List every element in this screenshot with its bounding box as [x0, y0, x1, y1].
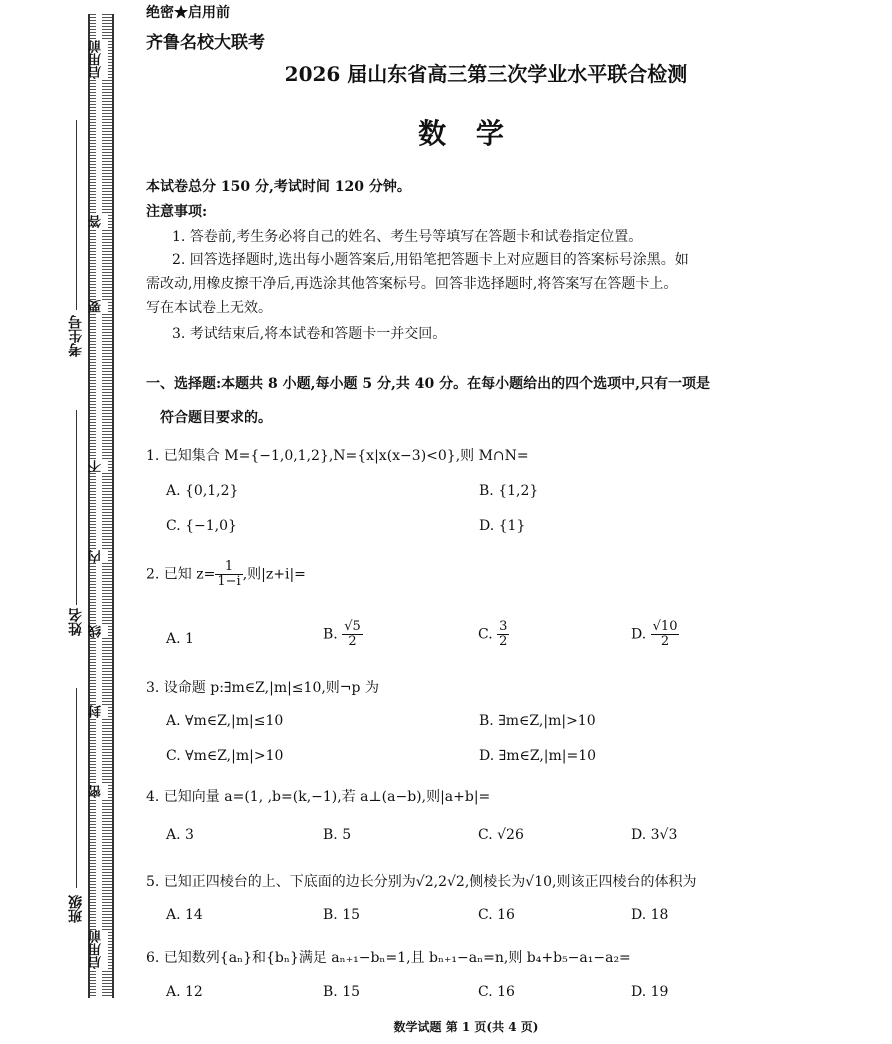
- question-2-option-a: A. 1: [166, 631, 194, 647]
- seal-border-inner: [96, 14, 102, 998]
- question-4-option-b: B. 5: [323, 827, 352, 843]
- seal-word-6: 封: [90, 705, 108, 718]
- question-5-option-d: D. 18: [631, 907, 669, 923]
- subject-title: 数 学: [418, 117, 514, 150]
- question-2-option-d-fraction: [651, 620, 680, 649]
- question-2-stem: [146, 560, 306, 589]
- xingming-label: 姓名: [68, 608, 84, 636]
- notes-total: 本试卷总分 150 分,考试时间 120 分钟。: [146, 179, 411, 195]
- notes-item-2-line-3: 写在本试卷上无效。: [146, 300, 272, 316]
- question-4-option-c: C. √26: [478, 827, 524, 843]
- question-2-option-c-den: 2: [499, 634, 508, 649]
- seal-word-7: 密: [90, 785, 108, 798]
- question-5-option-c: C. 16: [478, 907, 515, 923]
- page-footer: 数学试题 第 1 页(共 4 页): [393, 1020, 539, 1034]
- question-1-option-d: D. {1}: [479, 518, 526, 534]
- question-2-option-d: [631, 620, 679, 649]
- question-4-option-a: A. 3: [166, 827, 194, 843]
- question-6-option-a: A. 12: [166, 984, 203, 1000]
- seal-word-4: 内: [90, 550, 108, 563]
- question-2-option-b-num: √5: [344, 619, 361, 634]
- seal-word-3: 不: [90, 460, 108, 473]
- kaoshenghao-label: 考生号: [68, 315, 84, 357]
- xingming-line: [76, 410, 77, 605]
- question-6-option-c: C. 16: [478, 984, 515, 1000]
- notes-heading: 注意事项:: [146, 204, 208, 220]
- question-5-stem: 5. 已知正四棱台的上、下底面的边长分别为√2,2√2,侧棱长为√10,则该正四棱台的体积为: [146, 874, 697, 890]
- question-2-option-b-fraction: [342, 620, 363, 649]
- question-2-option-c-num: 3: [499, 619, 508, 634]
- question-1-option-b: B. {1,2}: [479, 483, 539, 499]
- notes-item-1: 1. 答卷前,考生务必将自己的姓名、考生号等填写在答题卡和试卷指定位置。: [172, 229, 643, 245]
- seal-word-2: 要: [90, 300, 108, 313]
- question-4-stem: 4. 已知向量 a=(1, ,b=(k,−1),若 a⊥(a−b),则|a+b|=: [146, 789, 491, 805]
- question-2-option-b: [323, 620, 363, 649]
- org-name: 齐鲁名校大联考: [146, 33, 265, 53]
- question-2-option-d-num: √10: [652, 619, 678, 634]
- question-3-option-c: C. ∀m∈Z,|m|>10: [166, 748, 284, 764]
- banji-line: [76, 688, 77, 888]
- notes-item-3: 3. 考试结束后,将本试卷和答题卡一并交回。: [172, 326, 447, 342]
- question-3-option-a: A. ∀m∈Z,|m|≤10: [166, 713, 284, 729]
- notes-item-2-line-1: 2. 回答选择题时,选出每小题答案后,用铅笔把答题卡上对应题目的答案标号涂黑。如: [172, 252, 689, 268]
- question-2-option-b-den: 2: [348, 634, 357, 649]
- question-5-option-b: B. 15: [323, 907, 361, 923]
- section-1-heading: 一、选择题:本题共 8 小题,每小题 5 分,共 40 分。在每小题给出的四个选项中,只有一项是: [146, 376, 710, 392]
- question-2-fraction-num: 1: [215, 560, 242, 575]
- question-1-option-c: C. {−1,0}: [166, 518, 237, 534]
- question-2-stem-suffix: ,则|z+i|=: [242, 566, 306, 583]
- question-5-option-a: A. 14: [166, 907, 203, 923]
- question-2-option-c-fraction: [497, 620, 509, 649]
- exam-title: 2026 届山东省高三第三次学业水平联合检测: [284, 62, 688, 86]
- question-3-stem: 3. 设命题 p:∃m∈Z,|m|≤10,则¬p 为: [146, 680, 379, 696]
- question-2-option-d-label: D.: [631, 626, 647, 643]
- banji-label: 班级: [68, 895, 84, 923]
- question-3-option-b: B. ∃m∈Z,|m|>10: [479, 713, 596, 729]
- notes-item-2-line-2: 需改动,用橡皮擦干净后,再选涂其他答案标号。回答非选择题时,将答案写在答题卡上。: [146, 276, 678, 292]
- question-2-fraction: [215, 560, 242, 589]
- question-2-option-c: [478, 620, 509, 649]
- question-6-option-d: D. 19: [631, 984, 669, 1000]
- question-2-option-b-label: B.: [323, 626, 338, 643]
- question-2-option-c-label: C.: [478, 626, 493, 643]
- question-1-option-a: A. {0,1,2}: [166, 483, 239, 499]
- question-2-fraction-den: 1−i: [217, 574, 241, 589]
- question-4-option-d: D. 3√3: [631, 827, 678, 843]
- secret-mark: 绝密★启用前: [146, 5, 230, 21]
- question-2-stem-prefix: 2. 已知 z=: [146, 566, 216, 583]
- seal-word-1: 答: [90, 215, 108, 228]
- seal-word-qiyongqian-bottom: 启用前: [90, 930, 108, 969]
- question-6-option-b: B. 15: [323, 984, 361, 1000]
- section-1-heading-line-2: 符合题目要求的。: [160, 410, 272, 426]
- seal-word-5: 线: [90, 625, 108, 638]
- question-1-stem: 1. 已知集合 M={−1,0,1,2},N={x|x(x−3)<0},则 M∩N=: [146, 448, 529, 464]
- question-2-option-d-den: 2: [660, 634, 670, 649]
- question-6-stem: 6. 已知数列{aₙ}和{bₙ}满足 aₙ₊₁−bₙ=1,且 bₙ₊₁−aₙ=n,则 b₄+b₅−a₁−a₂=: [146, 950, 631, 966]
- seal-word-qiyongqian-top: 启用前: [90, 40, 108, 79]
- question-3-option-d: D. ∃m∈Z,|m|=10: [479, 748, 597, 764]
